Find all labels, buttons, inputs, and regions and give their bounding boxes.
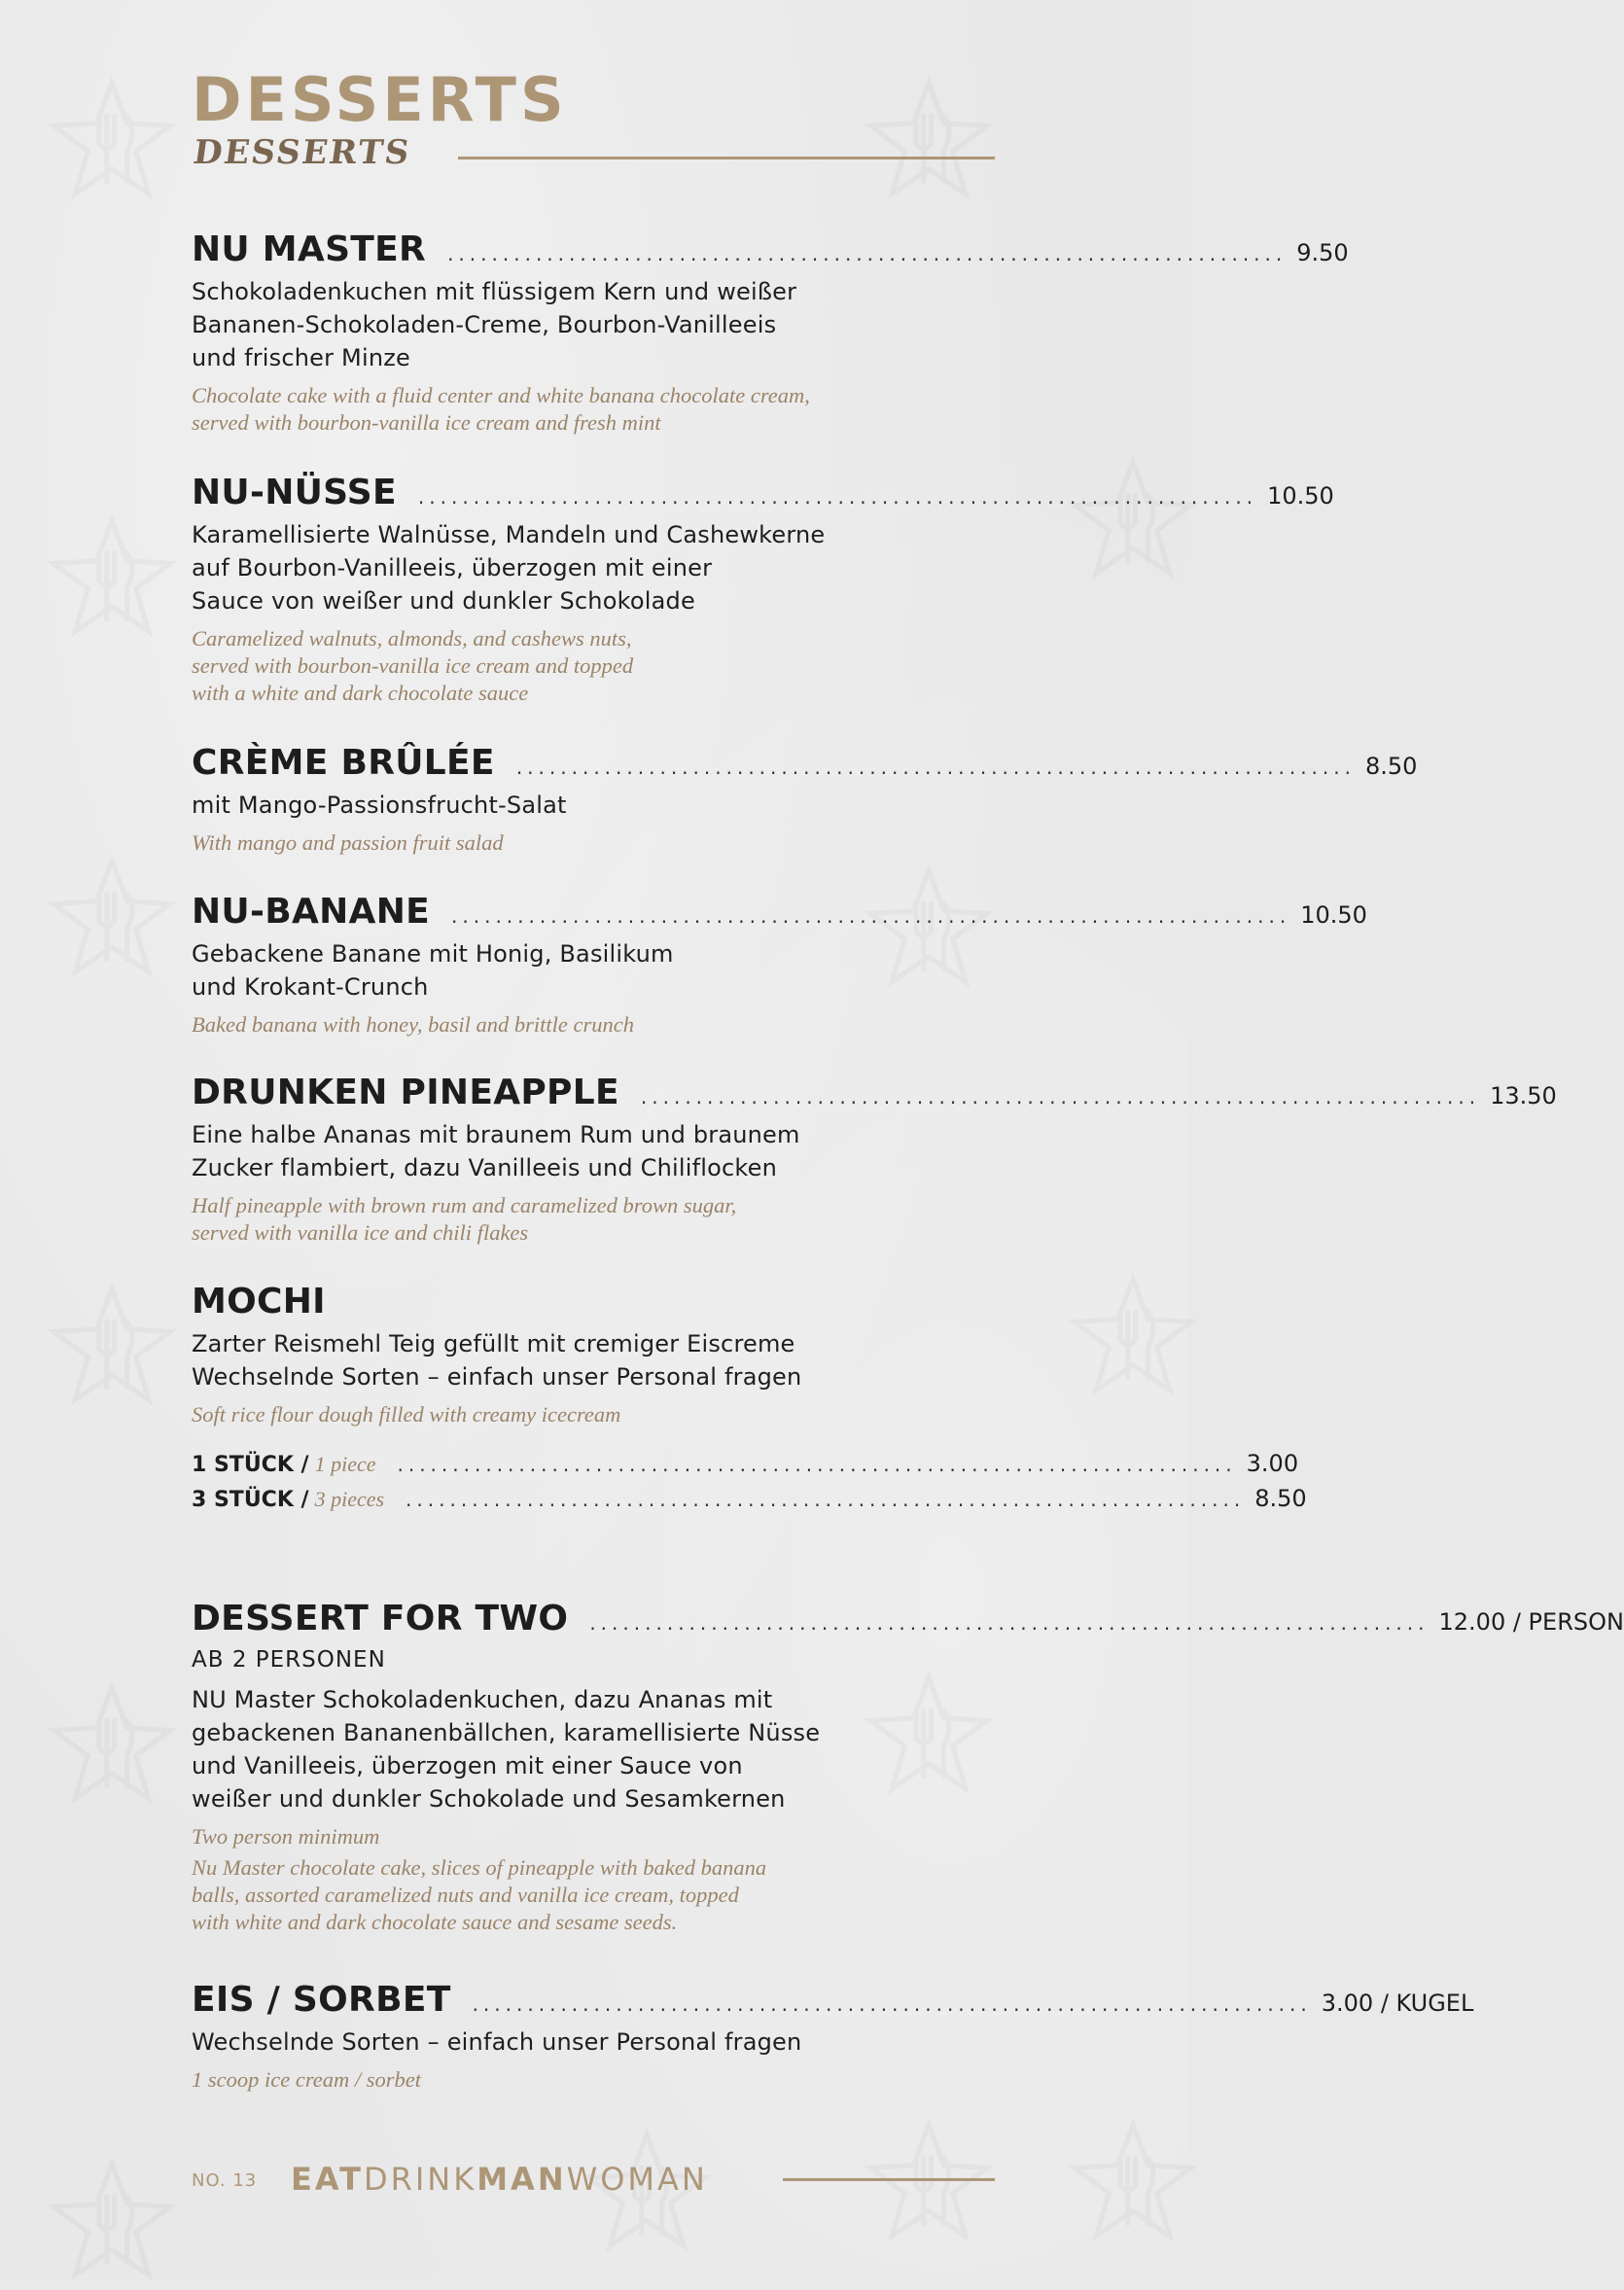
item-price: 13.50 [1490,1082,1557,1110]
mochi-option-2 [192,1485,1307,1520]
item-description-de: Wechselnde Sorten – einfach unser Personal fragen [192,2028,802,2056]
item-description-en: Baked banana with honey, basil and brittle crunch [192,1012,634,1037]
item-price: 9.50 [1296,239,1349,266]
footer-divider [783,2178,995,2181]
menu-item-nu-banane [192,892,1367,1039]
item-description-en: Chocolate cake with a fluid center and white banana chocolate cream, served with bourbon-vanilla ice cream and fresh mint [192,383,810,435]
item-price: 8.50 [1364,753,1418,780]
item-price: 10.50 [1300,901,1367,929]
item-description-de: Eine halbe Ananas mit braunem Rum und braunem Zucker flambiert, dazu Vanilleeis und Chiliflocken [192,1121,800,1181]
brand-man: MAN [477,2161,567,2198]
option-price: 3.00 [1246,1450,1299,1477]
option-price: 8.50 [1254,1485,1307,1512]
title-divider [458,157,995,159]
option-label: 1 STÜCK / [192,1453,309,1477]
item-description-en: With mango and passion fruit salad [192,830,504,855]
item-name: CRÈME BRÛLÉE [192,743,495,783]
item-description-de: mit Mango-Passionsfrucht-Salat [192,792,567,819]
item-price: 3.00 / KUGEL [1321,1990,1474,2017]
option-label: 3 STÜCK / [192,1488,309,1512]
leader-dots: ............................................................................ [472,1992,1312,2016]
fork-star-icon [49,2159,175,2285]
item-description-de: Zarter Reismehl Teig gefüllt mit cremiger Eiscreme Wechselnde Sorten – einfach unser Personal fragen [192,1330,802,1391]
leader-dots: ............................................................................ [447,242,1288,265]
fork-star-icon [49,1284,175,1410]
brand-eat: EAT [291,2161,364,2198]
fork-star-icon [49,1682,175,1809]
leader-dots: ............................................................................ [406,1488,1246,1511]
fork-star-icon [49,78,175,204]
menu-item-drunken-pineapple [192,1073,1557,1247]
fork-star-icon [49,856,175,982]
fork-star-icon [1070,457,1196,583]
item-description-en: 1 scoop ice cream / sorbet [192,2067,421,2092]
leader-dots: ............................................................................ [640,1085,1481,1109]
brand-woman: WOMAN [566,2161,708,2198]
item-minimum-de: AB 2 PERSONEN [192,1647,386,1673]
item-name: NU-NÜSSE [192,473,397,512]
item-price: 12.00 / PERSON [1438,1608,1624,1636]
option-label-en: 1 piece [314,1452,376,1476]
item-name: DRUNKEN PINEAPPLE [192,1073,619,1112]
item-name: NU-BANANE [192,892,431,932]
leader-dots: ............................................................................ [589,1611,1430,1635]
fork-star-icon [1070,2120,1196,2246]
item-description-de: Gebackene Banane mit Honig, Basilikum und Krokant-Crunch [192,940,674,1001]
menu-item-eis-sorbet [192,1980,1474,2094]
menu-item-nu-master [192,229,1349,437]
option-label-en: 3 pieces [314,1487,385,1511]
leader-dots: ............................................................................ [417,485,1258,509]
item-description-en: Half pineapple with brown rum and caramelized brown sugar, served with vanilla ice and chili flakes [192,1193,737,1245]
item-description-de: NU Master Schokoladenkuchen, dazu Ananas mit gebackenen Bananenbällchen, karamellisierte Nüsse und Vanilleeis, überzogen mit einer Sauce von weißer und dunkler Schokolade und Sesamkernen [192,1686,821,1813]
item-description-de: Karamellisierte Walnüsse, Mandeln und Cashewkerne auf Bourbon-Vanilleeis, überzogen mit einer Sauce von weißer und dunkler Schokolade [192,521,826,615]
leader-dots: ............................................................................ [451,904,1291,928]
brand-drink: DRINK [363,2161,477,2198]
item-description-en: Soft rice flour dough filled with creamy icecream [192,1402,621,1427]
menu-item-dessert-for-two [192,1599,1624,1936]
mochi-option-1 [192,1450,1299,1485]
brand-logo [291,2161,708,2198]
item-minimum-en: Two person minimum [192,1824,380,1849]
menu-item-creme-brulee [192,743,1418,857]
page-title: DESSERTS [192,64,568,135]
item-name: DESSERT FOR TWO [192,1599,569,1638]
leader-dots: ............................................................................ [397,1453,1237,1476]
menu-item-nu-nuesse [192,473,1334,707]
item-name: MOCHI [192,1282,326,1321]
fork-star-icon [1070,1274,1196,1400]
leader-dots: ............................................................................ [515,756,1356,779]
fork-star-icon [49,515,175,642]
page-footer [192,2161,995,2200]
item-name: NU MASTER [192,229,427,269]
item-price: 10.50 [1267,482,1334,510]
fork-star-icon [865,78,992,204]
item-description-en: Nu Master chocolate cake, slices of pineapple with baked banana balls, assorted caramelized nuts and vanilla ice cream, topped with white and dark chocolate sauce and sesame seeds. [192,1855,767,1934]
item-description-en: Caramelized walnuts, almonds, and cashews nuts, served with bourbon-vanilla ice cream and topped with a white and dark chocolate sauce [192,626,634,705]
page-subtitle: DESSERTS [191,133,413,172]
page-number: NO. 13 [192,2170,258,2191]
item-name: EIS / SORBET [192,1980,451,2020]
menu-item-mochi [192,1282,1307,1520]
item-description-de: Schokoladenkuchen mit flüssigem Kern und weißer Bananen-Schokoladen-Creme, Bourbon-Vanilleeis und frischer Minze [192,278,797,371]
